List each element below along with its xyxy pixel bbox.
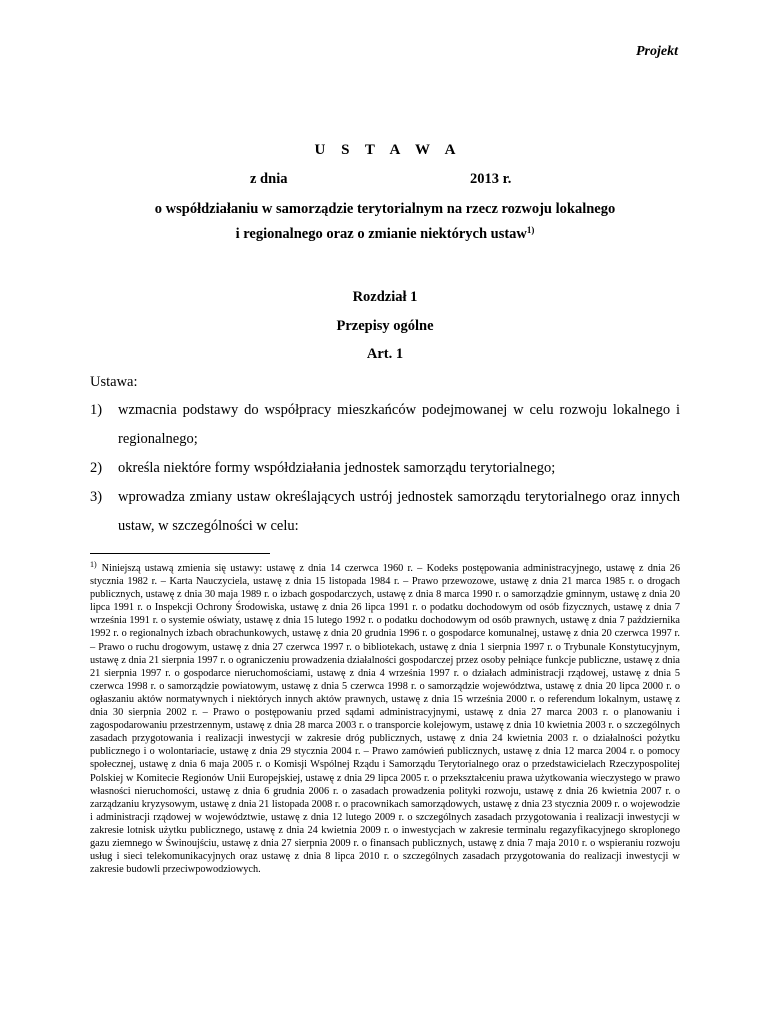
footnote-text: Niniejszą ustawą zmienia się ustawy: ustawę z dnia 14 czerwca 1960 r. – Kodeks postępowania administracyjnego, ustawę z dnia 26 stycznia 1982 r. – Karta Nauczyciela, ustawę z dnia 15 listopada 1984 r. – Prawo przewozowe, ustawę z dnia 21 marca 1985 r. o drogach publicznych, ustawę z dnia 30 maja 1989 r. o izbach gospodarczych, ustawę z dnia 8 marca 1990 r. o samorządzie gminnym, ustawę z dnia 20 lipca 1991 r. o Inspekcji Ochrony Środowiska, ustawę z dnia 26 lipca 1991 r. o podatku dochodowym od osób fizycznych, ustawę z dnia 7 września 1991 r. o systemie oświaty, ustawę z dnia 15 lutego 1992 r. o podatku dochodowym od osób prawnych, ustawę z dnia 7 października 1992 r. o regionalnych izbach obrachunkowych, ustawę z dnia 20 grudnia 1996 r. o gospodarce komunalnej, ustawę z dnia 20 czerwca 1997 r. – Prawo o ruchu drogowym, ustawę z dnia 27 czerwca 1997 r. o bibliotekach, ustawę z dnia 1 sierpnia 1997 r. o Trybunale Konstytucyjnym, ustawę z dnia 21 sierpnia 1997 r. o ograniczeniu prowadzenia działalności gospodarczej przez osoby pełniące funkcje publiczne, ustawę z dnia 21 sierpnia 1997 r. o gospodarce nieruchomościami, ustawę z dnia 4 września 1997 r. o działach administracji rządowej, ustawę z dnia 5 czerwca 1998 r. o samorządzie powiatowym, ustawę z dnia 5 czerwca 1998 r. o samorządzie województwa, ustawę z dnia 20 lipca 2000 r. o ogłaszaniu aktów normatywnych i niektórych innych aktów prawnych, ustawę z dnia 15 września 2000 r. o referendum lokalnym, ustawę z dnia 30 sierpnia 2002 r. – Prawo o postępowaniu przed sądami administracyjnymi, ustawę z dnia 27 marca 2003 r. o planowaniu i zagospodarowaniu przestrzennym, ustawę z dnia 28 marca 2003 r. o transporcie kolejowym, ustawę z dnia 10 kwietnia 2003 r. o szczególnych zasadach przygotowania i realizacji inwestycji w zakresie dróg publicznych, ustawę z dnia 24 kwietnia 2003 r. o działalności pożytku publicznego i o wolontariacie, ustawę z dnia 29 stycznia 2004 r. – Prawo zamówień publicznych, ustawę z dnia 12 marca 2004 r. o pomocy społecznej, ustawę z dnia 6 maja 2005 r. o Komisji Wspólnej Rządu i Samorządu Terytorialnego oraz o przedstawicielach Rzeczypospolitej Polskiej w Komitecie Regionów Unii Europejskiej, ustawę z dnia 29 lipca 2005 r. o przekształceniu prawa użytkowania wieczystego w prawo własności nieruchomości, ustawę z dnia 6 grudnia 2006 r. o zasadach prowadzenia polityki rozwoju, ustawę z dnia 26 kwietnia 2007 r. o zarządzaniu kryzysowym, ustawę z dnia 21 listopada 2008 r. o pracownikach samorządowych, ustawę z dnia 23 stycznia 2009 r. o wojewodzie i administracji rządowej w województwie, ustawę z dnia 12 lutego 2009 r. o szczególnych zasadach przygotowania i realizacji inwestycji w zakresie lotnisk użytku publicznego, ustawę z dnia 24 kwietnia 2009 r. o inwestycjach w zakresie terminalu regazyfikacyjnego skroplonego gazu ziemnego w Świnoujściu, ustawę z dnia 27 sierpnia 2009 r. o finansach publicznych, ustawę z dnia 7 maja 2010 r. o wspieraniu rozwoju usług i sieci telekomunikacyjnych oraz ustawę z dnia 8 lipca 2010 r. o szczególnych zasadach przygotowania do realizacji inwestycji w zakresie budowli przeciwpowodziowych.: [90, 563, 680, 876]
item-number: 1): [90, 402, 103, 418]
list-item: [90, 483, 680, 541]
date-year: 2013 r.: [470, 171, 512, 187]
date-prefix: z dnia: [250, 171, 288, 187]
footnote: [90, 558, 680, 876]
item-text: określa niektóre formy współdziałania jednostek samorządu terytorialnego;: [118, 460, 556, 476]
subject-line-2-text: i regionalnego oraz o zmianie niektórych ustaw: [235, 226, 527, 242]
list-item: [90, 396, 680, 454]
subject-line-1: o współdziałaniu w samorządzie terytorialnym na rzecz rozwoju lokalnego: [154, 201, 616, 217]
act-title-block: [90, 142, 680, 245]
item-number: 3): [90, 489, 103, 505]
item-number: 2): [90, 460, 103, 476]
subject-line-2: [90, 220, 680, 245]
chapter-heading: Przepisy ogólne: [336, 318, 434, 334]
item-text: wzmacnia podstawy do współpracy mieszkańców podejmowanej w celu rozwoju lokalnego i regionalnego;: [118, 402, 680, 447]
article-number: Art. 1: [366, 346, 404, 362]
act-subject: [90, 199, 680, 245]
item-text: wprowadza zmiany ustaw określających ustrój jednostek samorządu terytorialnego oraz innych ustaw, w szczególności w celu:: [118, 489, 680, 534]
footnote-separator: [90, 553, 270, 554]
list-item: [90, 454, 680, 483]
footnote-reference: 1): [526, 225, 535, 235]
act-type: U S T A W A: [314, 142, 462, 158]
act-date: [90, 171, 680, 189]
article-intro: Ustawa:: [90, 374, 138, 390]
chapter-name: Rozdział 1: [352, 289, 418, 305]
draft-label: Projekt: [636, 44, 678, 59]
article-items: [90, 396, 680, 541]
footnote-marker: 1): [90, 560, 97, 569]
